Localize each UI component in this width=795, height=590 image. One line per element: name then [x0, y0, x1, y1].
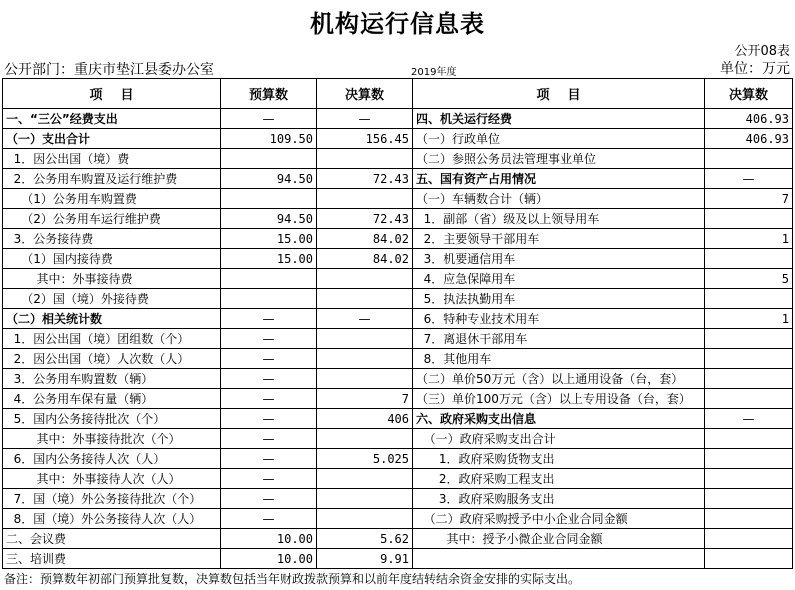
header-final-right: 决算数: [705, 79, 793, 109]
header-budget: 预算数: [221, 79, 317, 109]
budget-cell: 15.00: [221, 229, 317, 249]
table-row: [3, 429, 793, 449]
budget-cell: [221, 149, 317, 169]
left-item-cell: 一、“三公”经费支出: [3, 109, 221, 129]
final-cell: [317, 289, 413, 309]
right-item-cell: 6．特种专业技术用车: [413, 309, 705, 329]
header-item-right: 项 目: [413, 79, 705, 109]
footnote: 备注：预算数年初部门预算批复数，决算数包括当年财政拨款预算和以前年度结转结余资金安排的实际支出。: [4, 572, 581, 586]
final-cell: [317, 349, 413, 369]
department-label: 公开部门：重庆市垫江县委办公室: [4, 62, 214, 78]
right-item-cell: 1．副部（省）级及以上领导用车: [413, 209, 705, 229]
page-title: 机构运行信息表: [310, 10, 485, 38]
right-final-cell: 1: [705, 309, 793, 329]
final-cell: [317, 269, 413, 289]
budget-cell: 94.50: [221, 169, 317, 189]
right-final-cell: [705, 209, 793, 229]
table-row: [3, 269, 793, 289]
right-item-cell: （二）政府采购授予中小企业合同金额: [413, 509, 705, 529]
table-row: [3, 349, 793, 369]
final-cell: [317, 329, 413, 349]
left-item-cell: （2）国（境）外接待费: [3, 289, 221, 309]
left-item-cell: 3．公务用车购置数（辆）: [3, 369, 221, 389]
left-item-cell: 6．国内公务接待人次（人）: [3, 449, 221, 469]
table-row: [3, 469, 793, 489]
right-final-cell: [705, 149, 793, 169]
left-item-cell: 二、会议费: [3, 529, 221, 549]
budget-cell: —: [221, 329, 317, 349]
final-cell: [317, 149, 413, 169]
right-final-cell: [705, 529, 793, 549]
right-item-cell: 1．政府采购货物支出: [413, 449, 705, 469]
budget-cell: [221, 269, 317, 289]
budget-cell: [221, 289, 317, 309]
right-final-cell: [705, 329, 793, 349]
table-row: [3, 249, 793, 269]
table-header-row: [3, 79, 793, 109]
left-item-cell: 其中：外事接待费: [3, 269, 221, 289]
table-row: [3, 289, 793, 309]
right-final-cell: 7: [705, 189, 793, 209]
table-row: [3, 209, 793, 229]
final-cell: 84.02: [317, 229, 413, 249]
budget-cell: —: [221, 349, 317, 369]
right-final-cell: 406.93: [705, 109, 793, 129]
left-item-cell: （1）国内接待费: [3, 249, 221, 269]
final-cell: [317, 469, 413, 489]
right-item-cell: 7．离退休干部用车: [413, 329, 705, 349]
left-item-cell: 3．公务接待费: [3, 229, 221, 249]
header-final: 决算数: [317, 79, 413, 109]
left-item-cell: 5．国内公务接待批次（个）: [3, 409, 221, 429]
final-cell: [317, 509, 413, 529]
table-number: 公开08表: [734, 44, 790, 59]
table-row: [3, 509, 793, 529]
right-item-cell: 其中：授予小微企业合同金额: [413, 529, 705, 549]
final-cell: —: [317, 309, 413, 329]
right-item-cell: 六、政府采购支出信息: [413, 409, 705, 429]
left-item-cell: 1．因公出国（境）费: [3, 149, 221, 169]
right-final-cell: [705, 509, 793, 529]
table-row: [3, 129, 793, 149]
right-item-cell: 四、机关运行经费: [413, 109, 705, 129]
left-item-cell: 2．因公出国（境）人次数（人）: [3, 349, 221, 369]
final-cell: 84.02: [317, 249, 413, 269]
table-row: [3, 449, 793, 469]
table-row: [3, 109, 793, 129]
final-cell: 5.025: [317, 449, 413, 469]
right-item-cell: 五、国有资产占用情况: [413, 169, 705, 189]
final-cell: —: [317, 109, 413, 129]
right-final-cell: [705, 449, 793, 469]
final-cell: 156.45: [317, 129, 413, 149]
right-final-cell: —: [705, 409, 793, 429]
left-item-cell: （二）相关统计数: [3, 309, 221, 329]
year-label: 2019年度: [411, 67, 457, 78]
final-cell: 72.43: [317, 169, 413, 189]
right-final-cell: [705, 429, 793, 449]
budget-cell: —: [221, 109, 317, 129]
budget-cell: —: [221, 389, 317, 409]
budget-cell: —: [221, 429, 317, 449]
final-cell: 5.62: [317, 529, 413, 549]
budget-cell: —: [221, 509, 317, 529]
left-item-cell: （一）支出合计: [3, 129, 221, 149]
right-final-cell: 5: [705, 269, 793, 289]
right-item-cell: 3．政府采购服务支出: [413, 489, 705, 509]
right-final-cell: 1: [705, 229, 793, 249]
right-item-cell: 5．执法执勤用车: [413, 289, 705, 309]
budget-cell: 109.50: [221, 129, 317, 149]
info-table: [2, 78, 793, 569]
final-cell: 406: [317, 409, 413, 429]
table-row: [3, 309, 793, 329]
left-item-cell: 三、培训费: [3, 549, 221, 569]
budget-cell: —: [221, 449, 317, 469]
right-item-cell: [413, 549, 705, 569]
budget-cell: —: [221, 409, 317, 429]
final-cell: [317, 369, 413, 389]
right-final-cell: [705, 549, 793, 569]
right-final-cell: [705, 389, 793, 409]
budget-cell: —: [221, 469, 317, 489]
table-row: [3, 169, 793, 189]
table-row: [3, 189, 793, 209]
table-row: [3, 229, 793, 249]
budget-cell: 94.50: [221, 209, 317, 229]
table-row: [3, 549, 793, 569]
table-row: [3, 329, 793, 349]
left-item-cell: （1）公务用车购置费: [3, 189, 221, 209]
right-item-cell: 8．其他用车: [413, 349, 705, 369]
right-item-cell: 3．机要通信用车: [413, 249, 705, 269]
budget-cell: —: [221, 369, 317, 389]
right-final-cell: [705, 289, 793, 309]
budget-cell: 10.00: [221, 549, 317, 569]
right-final-cell: [705, 489, 793, 509]
budget-cell: —: [221, 309, 317, 329]
final-cell: [317, 189, 413, 209]
table-row: [3, 529, 793, 549]
table-row: [3, 389, 793, 409]
left-item-cell: 2．公务用车购置及运行维护费: [3, 169, 221, 189]
table-row: [3, 149, 793, 169]
left-item-cell: 7．国（境）外公务接待批次（个）: [3, 489, 221, 509]
budget-cell: [221, 189, 317, 209]
right-final-cell: 406.93: [705, 129, 793, 149]
table-row: [3, 369, 793, 389]
right-item-cell: 2．政府采购工程支出: [413, 469, 705, 489]
right-item-cell: （一）车辆数合计（辆）: [413, 189, 705, 209]
budget-cell: —: [221, 489, 317, 509]
final-cell: [317, 489, 413, 509]
table-body: [3, 79, 793, 569]
final-cell: 7: [317, 389, 413, 409]
left-item-cell: 4．公务用车保有量（辆）: [3, 389, 221, 409]
right-final-cell: [705, 469, 793, 489]
right-item-cell: （一）行政单位: [413, 129, 705, 149]
right-item-cell: （一）政府采购支出合计: [413, 429, 705, 449]
left-item-cell: 1．因公出国（境）团组数（个）: [3, 329, 221, 349]
unit-label: 单位：万元: [720, 61, 790, 77]
right-item-cell: 4．应急保障用车: [413, 269, 705, 289]
left-item-cell: （2）公务用车运行维护费: [3, 209, 221, 229]
header-item-left: 项 目: [3, 79, 221, 109]
left-item-cell: 其中：外事接待人次（人）: [3, 469, 221, 489]
final-cell: [317, 429, 413, 449]
final-cell: 72.43: [317, 209, 413, 229]
right-item-cell: （二）单价50万元（含）以上通用设备（台，套）: [413, 369, 705, 389]
final-cell: 9.91: [317, 549, 413, 569]
left-item-cell: 其中：外事接待批次（个）: [3, 429, 221, 449]
table-row: [3, 489, 793, 509]
budget-cell: 10.00: [221, 529, 317, 549]
table-row: [3, 409, 793, 429]
right-final-cell: [705, 349, 793, 369]
right-final-cell: [705, 369, 793, 389]
left-item-cell: 8．国（境）外公务接待人次（人）: [3, 509, 221, 529]
right-item-cell: （三）单价100万元（含）以上专用设备（台，套）: [413, 389, 705, 409]
right-final-cell: [705, 249, 793, 269]
right-item-cell: 2．主要领导干部用车: [413, 229, 705, 249]
right-item-cell: （二）参照公务员法管理事业单位: [413, 149, 705, 169]
budget-cell: 15.00: [221, 249, 317, 269]
right-final-cell: —: [705, 169, 793, 189]
